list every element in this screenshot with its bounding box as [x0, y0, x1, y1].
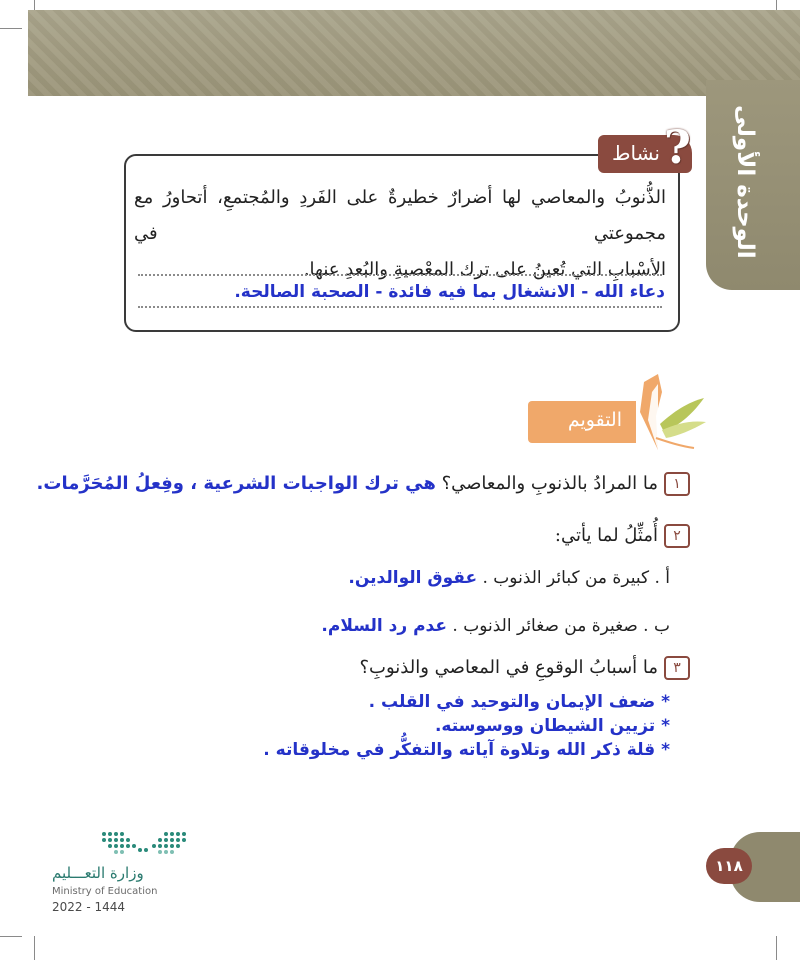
ministry-name-en: Ministry of Education — [52, 886, 158, 897]
question-number: ١ — [664, 472, 690, 496]
ministry-year: 2022 - 1444 — [52, 900, 126, 914]
crop-mark — [0, 28, 22, 29]
crop-mark — [776, 936, 777, 960]
question-number: ٢ — [664, 524, 690, 548]
answer-text: عدم رد السلام. — [321, 616, 447, 636]
header-band — [28, 10, 800, 96]
question-mark-icon: ? — [664, 120, 691, 174]
activity-prompt — [134, 180, 666, 288]
cause-item: * ضعف الإيمان والتوحيد في القلب . — [368, 692, 670, 712]
crop-mark — [34, 936, 35, 960]
question-text: ما المرادُ بالذنوبِ والمعاصي؟ — [441, 473, 658, 494]
cause-item: * تزيين الشيطان ووسوسته. — [434, 716, 670, 736]
dotted-line — [138, 306, 662, 308]
question-1 — [37, 472, 690, 496]
question-text: ما أسبابُ الوقوعِ في المعاصي والذنوبِ؟ — [359, 657, 658, 678]
sub-question-text: أ . كبيرة من كبائر الذنوب . — [482, 568, 670, 588]
activity-answer: دعاء الله - الانشغال بما فيه فائدة - الصحبة الصالحة. — [234, 282, 665, 302]
evaluation-title: التقويم — [567, 409, 622, 431]
crop-mark — [0, 936, 22, 937]
question-3 — [360, 656, 691, 680]
answer-text: عقوق الوالدين. — [348, 568, 478, 588]
ministry-name-ar: وزارة التعـــليم — [52, 864, 144, 882]
question-2 — [555, 524, 690, 548]
sub-question-text: ب . صغيرة من صغائر الذنوب . — [452, 616, 670, 636]
unit-tab-label: الوحدة الأولى — [732, 105, 758, 259]
pen-book-icon — [618, 372, 708, 454]
activity-line-2: الأسْبابِ التي تُعينُ على ترك المعْصيةِ والبُعدِ عنها. — [303, 259, 666, 280]
question-2a — [348, 568, 670, 588]
activity-tag-label: نشاط — [612, 141, 660, 165]
answer-text: هي ترك الواجبات الشرعية ، وفِعلُ المُحَرَّمات. — [36, 473, 436, 494]
question-2b — [321, 616, 670, 636]
cause-item: * قلة ذكر الله وتلاوة آياته والتفكُّر في مخلوقاته . — [263, 740, 670, 760]
ministry-logo-icon — [96, 828, 192, 860]
page-number: ١١٨ — [706, 848, 752, 884]
question-number: ٣ — [664, 656, 690, 680]
question-text: أُمثِّلُ لما يأتي: — [554, 525, 658, 546]
activity-line-1: الذُّنوبُ والمعاصي لها أضرارٌ خطيرةٌ على الفَردِ والمُجتمعِ، أتحاورُ مع مجموعتي في — [134, 187, 666, 244]
dotted-line — [138, 274, 662, 276]
